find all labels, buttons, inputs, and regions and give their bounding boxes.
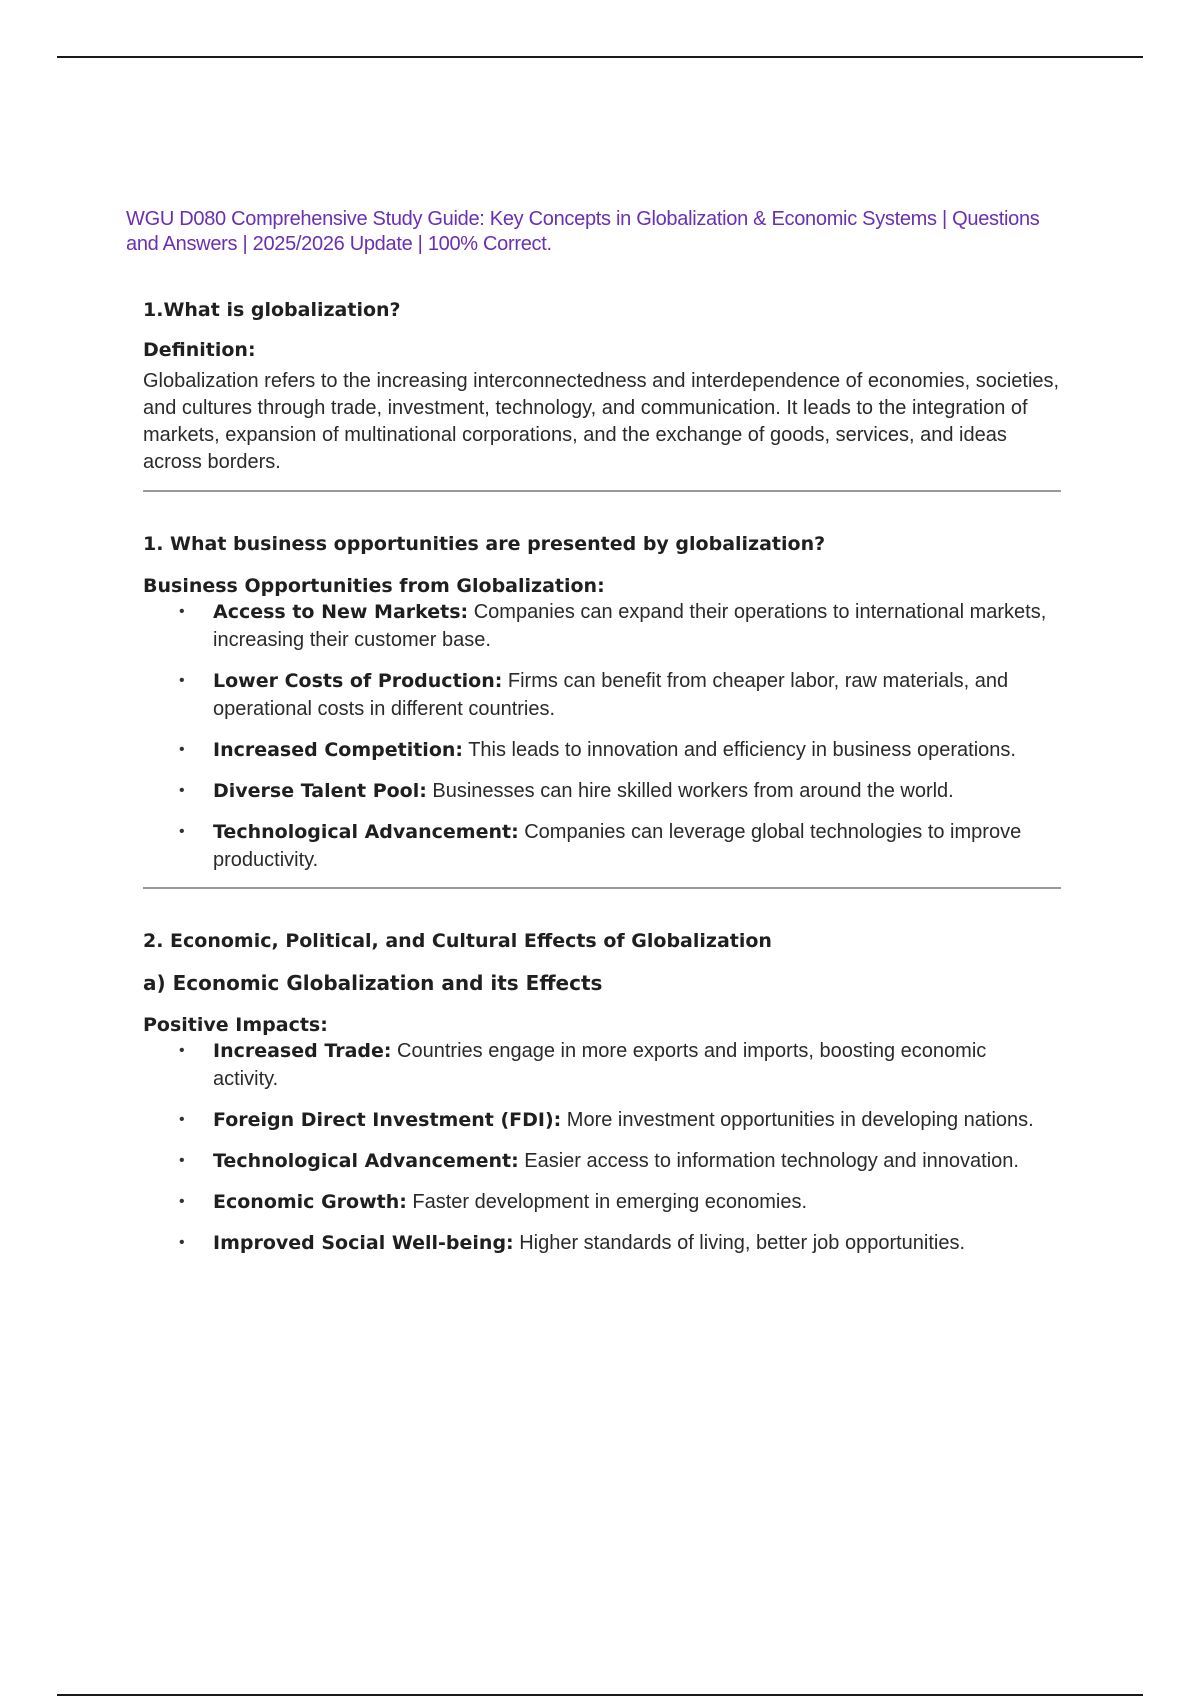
bullet-icon: • xyxy=(179,1193,185,1210)
study-guide-content xyxy=(143,290,1063,1270)
list-item-text: Faster development in emerging economies. xyxy=(406,1191,808,1213)
list-item xyxy=(179,1106,1063,1134)
list-item-text: Higher standards of living, better job opportunities. xyxy=(513,1232,966,1254)
list-item-term: Economic Growth: xyxy=(213,1191,407,1213)
list-item-text: This leads to innovation and efficiency in business operations. xyxy=(463,739,1016,761)
definition-text: Globalization refers to the increasing interconnectedness and interdependence of economies, societies, and cultures through trade, investment, technology, and communication. It leads to the integration of markets, expansion of multinational corporations, and the exchange of goods, services, and ideas across borders. xyxy=(143,370,1060,473)
section-divider xyxy=(143,490,1061,492)
list-item xyxy=(179,1037,1063,1093)
bullet-icon: • xyxy=(179,603,185,620)
list-item-term: Diverse Talent Pool: xyxy=(213,780,427,802)
list-item-text: Companies can leverage global technologies to improve productivity. xyxy=(213,821,1022,871)
page-bottom-rule xyxy=(57,1694,1143,1696)
list-item xyxy=(179,777,1063,805)
document-title: WGU D080 Comprehensive Study Guide: Key Concepts in Globalization & Economic Systems | Questions and Answers | 2025/2026 Update | 100% Correct. xyxy=(126,208,1040,255)
list-item xyxy=(179,667,1063,723)
list-item xyxy=(179,736,1063,764)
question-business-opportunities: 1. What business opportunities are presented by globalization? xyxy=(143,533,826,555)
list-item-text: Countries engage in more exports and imports, boosting economic activity. xyxy=(213,1040,987,1090)
list-item-term: Foreign Direct Investment (FDI): xyxy=(213,1109,562,1131)
list-item-text: More investment opportunities in developing nations. xyxy=(561,1109,1034,1131)
list-item-term: Access to New Markets: xyxy=(213,601,469,623)
list-item-term: Technological Advancement: xyxy=(213,1150,519,1172)
page-top-rule xyxy=(57,56,1143,58)
question-effects-of-globalization: 2. Economic, Political, and Cultural Effects of Globalization xyxy=(143,930,772,952)
list-item-term: Lower Costs of Production: xyxy=(213,670,503,692)
list-item xyxy=(179,818,1063,874)
list-item xyxy=(179,1229,1063,1257)
list-item-term: Technological Advancement: xyxy=(213,821,519,843)
bullet-icon: • xyxy=(179,1152,185,1169)
bullet-icon: • xyxy=(179,1042,185,1059)
bullet-icon: • xyxy=(179,1234,185,1251)
positive-impacts-heading: Positive Impacts: xyxy=(143,1014,328,1036)
question-what-is-globalization: 1.What is globalization? xyxy=(143,299,401,321)
list-item xyxy=(179,598,1063,654)
definition-label: Definition: xyxy=(143,339,256,361)
list-item-term: Improved Social Well-being: xyxy=(213,1232,514,1254)
bullet-icon: • xyxy=(179,672,185,689)
list-item xyxy=(179,1147,1063,1175)
section-divider xyxy=(143,887,1061,889)
list-item-text: Firms can benefit from cheaper labor, raw materials, and operational costs in different countries. xyxy=(213,670,1009,720)
list-item-term: Increased Trade: xyxy=(213,1040,392,1062)
bullet-icon: • xyxy=(179,823,185,840)
business-opportunities-heading: Business Opportunities from Globalization: xyxy=(143,575,605,597)
list-item xyxy=(179,1188,1063,1216)
list-item-term: Increased Competition: xyxy=(213,739,463,761)
bullet-icon: • xyxy=(179,1111,185,1128)
positive-impacts-list xyxy=(143,1037,1063,1257)
bullet-icon: • xyxy=(179,741,185,758)
list-item-text: Easier access to information technology and innovation. xyxy=(518,1150,1019,1172)
list-item-text: Businesses can hire skilled workers from around the world. xyxy=(426,780,954,802)
business-opportunities-list xyxy=(143,598,1063,874)
list-item-text: Companies can expand their operations to international markets, increasing their customer base. xyxy=(213,601,1047,651)
economic-globalization-heading: a) Economic Globalization and its Effects xyxy=(143,971,603,995)
bullet-icon: • xyxy=(179,782,185,799)
